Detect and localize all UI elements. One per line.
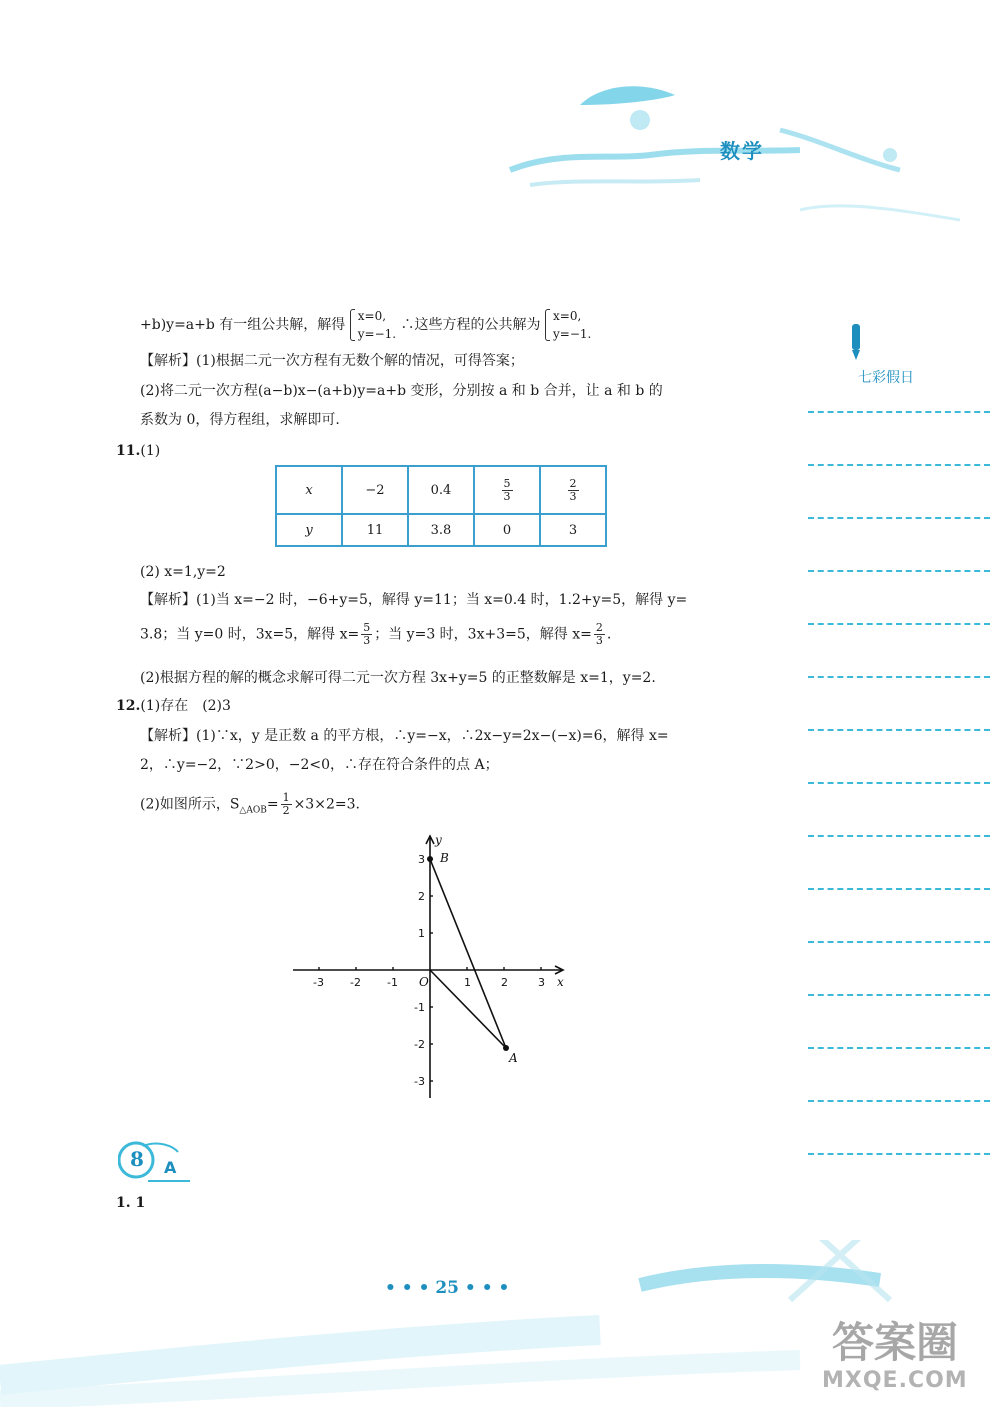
question-12: 12.(1)存在 (2)3 [116,698,231,714]
x-tick-label: -3 [313,976,324,989]
text-line-7: 3.8；当 y=0 时，3x=5，解得 x= $\frac{5}{3}$ ；当 y=3 时，3x+3=5，解得 x= $\frac{2}{3}$ . [140,621,612,647]
section-number: 8 [130,1147,144,1171]
table-cell: 11 [342,514,408,546]
equation-system-1: x=0, y=−1. [350,307,396,343]
table-cell: $\frac{5}{3}$ [474,466,540,514]
text-line-6: 【解析】(1)当 x=−2 时，−6+y=5，解得 y=11；当 x=0.4 时，1.2+y=5，解得 y= [140,592,688,608]
coordinate-graph [285,830,585,1105]
note-line [808,1153,990,1155]
text-line-3: (2)将二元一次方程(a−b)x−(a+b)y=a+b 变形，分别按 a 和 b 合并，让 a 和 b 的 [140,383,663,399]
question-1: 1. 1 [116,1195,146,1211]
point-a-label: A [509,1051,518,1065]
x-tick-label: -2 [350,976,361,989]
sidebar-label: 七彩假日 [858,370,914,386]
note-line [808,782,990,784]
x-tick-label: 1 [464,976,471,989]
segment-ba [430,859,506,1048]
note-line [808,517,990,519]
x-tick-label: 2 [501,976,508,989]
note-line [808,835,990,837]
note-line [808,464,990,466]
x-axis-label: x [557,975,564,989]
subject-title: 数学 [720,139,764,163]
y-tick-label: -2 [414,1038,425,1051]
table-cell: y [276,514,342,546]
point-b-label: B [440,851,449,865]
equation-system-2: x=0, y=−1. [545,307,591,343]
text-line-8: (2)根据方程的解的概念求解可得二元一次方程 3x+y=5 的正整数解是 x=1，y=2. [140,670,656,686]
point-b-dot [427,856,433,862]
origin-label: O [419,975,429,989]
values-table [275,465,607,547]
watermark-logo: 答案圈 [832,1318,959,1367]
y-tick-label: 2 [418,890,425,903]
note-line [808,411,990,413]
y-tick-label: -1 [414,1001,425,1014]
text-line-2: 【解析】(1)根据二元一次方程有无数个解的情况，可得答案； [140,353,524,369]
text-line-12: (2)如图所示，$S_{\triangle AOB}=$ $\frac{1}{2}$ ×3×2=3. [140,791,360,817]
note-line [808,888,990,890]
note-line [808,994,990,996]
table-cell: 0 [474,514,540,546]
section-badge [118,1138,190,1182]
note-line [808,1047,990,1049]
table-cell: 3 [540,514,606,546]
note-line [808,941,990,943]
y-tick-label: -3 [414,1075,425,1088]
text-line-10: 【解析】(1)∵x，y 是正数 a 的平方根，∴y=−x，∴2x−y=2x−(−x)=6，解得 x= [140,728,669,744]
section-letter: A [164,1158,177,1177]
watermark-url: MXQE.COM [822,1368,968,1393]
question-11: 11.(1) [116,443,161,459]
text-line-1: +b)y=a+b 有一组公共解，解得 x=0, y=−1. ∴这些方程的公共解为 x=0, y=−1. [140,309,592,341]
text-line-11: 2，∴y=−2，∵2>0，−2<0，∴存在符合条件的点 A； [140,757,499,773]
x-tick-label: -1 [387,976,398,989]
text-line-4: 系数为 0，得方程组，求解即可. [140,412,340,428]
table-cell: 3.8 [408,514,474,546]
y-tick-label: 1 [418,927,425,940]
y-tick-label: 3 [418,853,425,866]
note-line [808,623,990,625]
note-line [808,676,990,678]
note-line [808,1100,990,1102]
page-number: • • • 25 • • • [385,1278,510,1298]
y-axis-label: y [435,833,442,847]
q11-answer-2: (2) x=1,y=2 [140,564,226,580]
table-cell: 0.4 [408,466,474,514]
table-cell: $\frac{2}{3}$ [540,466,606,514]
x-tick-label: 3 [538,976,545,989]
note-line [808,729,990,731]
table-cell: x [276,466,342,514]
table-cell: −2 [342,466,408,514]
pen-icon [846,322,868,362]
note-line [808,570,990,572]
